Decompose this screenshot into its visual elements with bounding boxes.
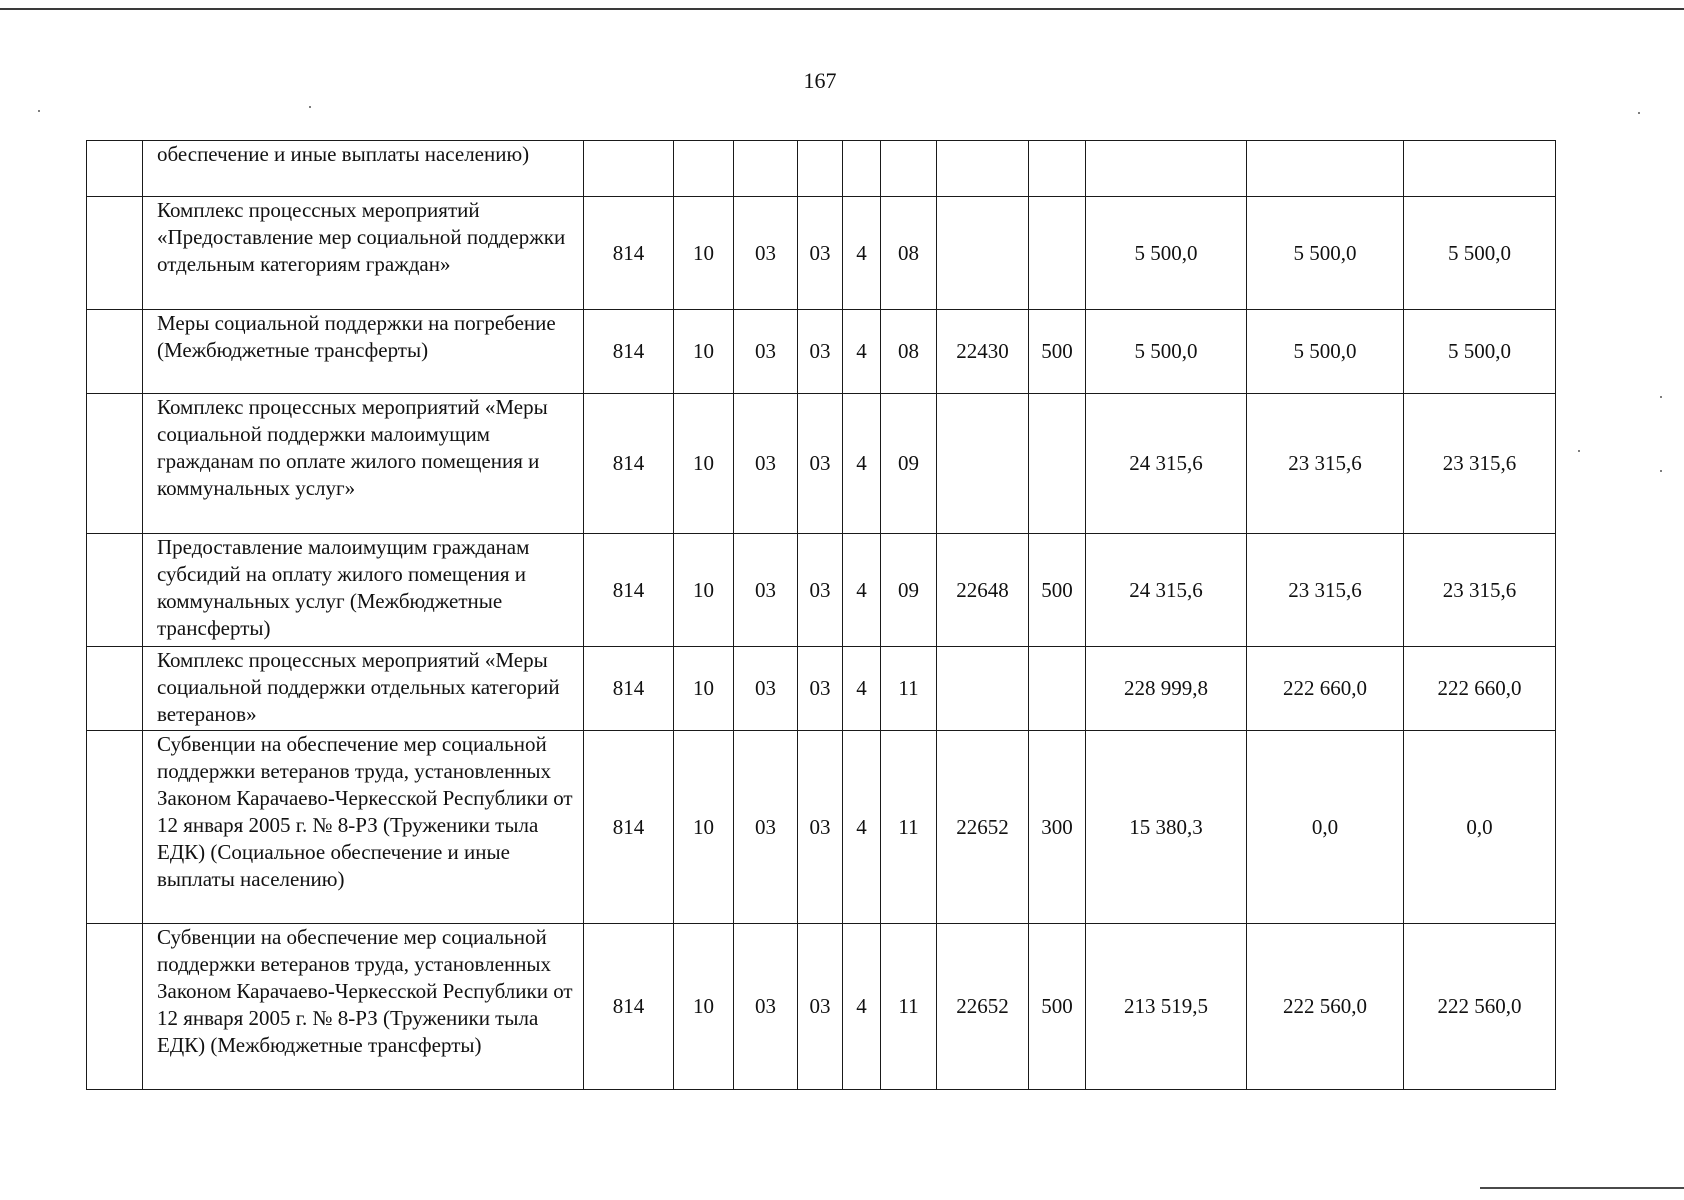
target-article-cell — [937, 141, 1029, 197]
target-article-cell: 03 — [798, 197, 843, 310]
target-article-cell: 4 — [843, 197, 881, 310]
table-row — [87, 647, 1556, 731]
row-number-cell — [87, 647, 143, 731]
scan-speck — [1638, 112, 1640, 114]
subsection-cell: 03 — [734, 924, 798, 1090]
row-number-cell — [87, 394, 143, 534]
amount-cell: 23 315,6 — [1404, 394, 1556, 534]
target-article-cell: 03 — [798, 924, 843, 1090]
target-article-cell: 4 — [843, 731, 881, 924]
grbs-cell: 814 — [584, 731, 674, 924]
description-cell: Меры социальной поддержки на погребение (Межбюджетные трансферты) — [143, 310, 584, 394]
section-cell: 10 — [674, 731, 734, 924]
amount-cell: 0,0 — [1247, 731, 1404, 924]
table-row — [87, 197, 1556, 310]
target-article-cell: 03 — [798, 310, 843, 394]
description-cell: Субвенции на обеспечение мер социальной поддержки ветеранов труда, установленных Законом Карачаево-Черкесской Республики от 12 января 2005 г. № 8-РЗ (Труженики тыла ЕДК) (Межбюджетные трансферты) — [143, 924, 584, 1090]
amount-cell: 15 380,3 — [1086, 731, 1247, 924]
expense-type-cell — [1029, 141, 1086, 197]
table-row — [87, 924, 1556, 1090]
target-article-cell: 22430 — [937, 310, 1029, 394]
target-article-cell: 11 — [881, 647, 937, 731]
amount-cell: 222 660,0 — [1247, 647, 1404, 731]
subsection-cell: 03 — [734, 197, 798, 310]
table-body — [87, 141, 1556, 1090]
target-article-cell: 4 — [843, 394, 881, 534]
target-article-cell — [937, 197, 1029, 310]
table-row — [87, 141, 1556, 197]
section-cell — [674, 141, 734, 197]
amount-cell — [1086, 141, 1247, 197]
target-article-cell — [843, 141, 881, 197]
scan-speck — [38, 110, 40, 112]
amount-cell: 222 660,0 — [1404, 647, 1556, 731]
amount-cell: 23 315,6 — [1247, 394, 1404, 534]
expense-type-cell: 500 — [1029, 310, 1086, 394]
section-cell: 10 — [674, 197, 734, 310]
target-article-cell — [937, 394, 1029, 534]
grbs-cell: 814 — [584, 394, 674, 534]
subsection-cell: 03 — [734, 310, 798, 394]
expense-type-cell: 500 — [1029, 924, 1086, 1090]
grbs-cell: 814 — [584, 197, 674, 310]
description-cell: Комплекс процессных мероприятий «Меры социальной поддержки малоимущим гражданам по оплате жилого помещения и коммунальных услуг» — [143, 394, 584, 534]
amount-cell — [1404, 141, 1556, 197]
section-cell: 10 — [674, 647, 734, 731]
target-article-cell: 22648 — [937, 534, 1029, 647]
row-number-cell — [87, 141, 143, 197]
amount-cell: 5 500,0 — [1086, 197, 1247, 310]
grbs-cell: 814 — [584, 924, 674, 1090]
subsection-cell: 03 — [734, 534, 798, 647]
amount-cell — [1247, 141, 1404, 197]
row-number-cell — [87, 731, 143, 924]
description-cell: Предоставление малоимущим гражданам субсидий на оплату жилого помещения и коммунальных услуг (Межбюджетные трансферты) — [143, 534, 584, 647]
amount-cell: 5 500,0 — [1247, 310, 1404, 394]
description-cell: Комплекс процессных мероприятий «Предоставление мер социальной поддержки отдельным категориям граждан» — [143, 197, 584, 310]
row-number-cell — [87, 534, 143, 647]
description-cell: обеспечение и иные выплаты населению) — [143, 141, 584, 197]
target-article-cell: 08 — [881, 310, 937, 394]
target-article-cell — [881, 141, 937, 197]
grbs-cell: 814 — [584, 310, 674, 394]
scan-speck — [1660, 470, 1662, 472]
target-article-cell: 08 — [881, 197, 937, 310]
table-row — [87, 310, 1556, 394]
target-article-cell: 11 — [881, 731, 937, 924]
description-cell: Комплекс процессных мероприятий «Меры социальной поддержки отдельных категорий ветеранов» — [143, 647, 584, 731]
target-article-cell: 22652 — [937, 924, 1029, 1090]
amount-cell: 23 315,6 — [1404, 534, 1556, 647]
target-article-cell: 09 — [881, 534, 937, 647]
scan-edge-line — [1480, 1187, 1684, 1189]
amount-cell: 23 315,6 — [1247, 534, 1404, 647]
subsection-cell: 03 — [734, 647, 798, 731]
target-article-cell: 4 — [843, 924, 881, 1090]
subsection-cell: 03 — [734, 731, 798, 924]
grbs-cell — [584, 141, 674, 197]
subsection-cell: 03 — [734, 394, 798, 534]
grbs-cell: 814 — [584, 647, 674, 731]
amount-cell: 24 315,6 — [1086, 394, 1247, 534]
expense-type-cell — [1029, 647, 1086, 731]
target-article-cell: 03 — [798, 647, 843, 731]
scan-edge-line — [0, 8, 1684, 10]
target-article-cell — [937, 647, 1029, 731]
scan-speck — [309, 106, 311, 108]
section-cell: 10 — [674, 394, 734, 534]
target-article-cell: 22652 — [937, 731, 1029, 924]
subsection-cell — [734, 141, 798, 197]
amount-cell: 5 500,0 — [1247, 197, 1404, 310]
table-row — [87, 731, 1556, 924]
target-article-cell: 03 — [798, 731, 843, 924]
section-cell: 10 — [674, 924, 734, 1090]
row-number-cell — [87, 310, 143, 394]
target-article-cell: 03 — [798, 394, 843, 534]
expense-type-cell — [1029, 394, 1086, 534]
scan-speck — [1660, 396, 1662, 398]
grbs-cell: 814 — [584, 534, 674, 647]
target-article-cell: 11 — [881, 924, 937, 1090]
amount-cell: 222 560,0 — [1247, 924, 1404, 1090]
table-row — [87, 534, 1556, 647]
amount-cell: 5 500,0 — [1086, 310, 1247, 394]
amount-cell: 228 999,8 — [1086, 647, 1247, 731]
amount-cell: 5 500,0 — [1404, 310, 1556, 394]
amount-cell: 213 519,5 — [1086, 924, 1247, 1090]
expense-type-cell: 300 — [1029, 731, 1086, 924]
section-cell: 10 — [674, 534, 734, 647]
scan-speck — [1578, 450, 1580, 452]
target-article-cell — [798, 141, 843, 197]
target-article-cell: 4 — [843, 647, 881, 731]
expense-type-cell — [1029, 197, 1086, 310]
description-cell: Субвенции на обеспечение мер социальной поддержки ветеранов труда, установленных Законом Карачаево-Черкесской Республики от 12 января 2005 г. № 8-РЗ (Труженики тыла ЕДК) (Социальное обеспечение и иные выплаты населению) — [143, 731, 584, 924]
table-row — [87, 394, 1556, 534]
amount-cell: 24 315,6 — [1086, 534, 1247, 647]
target-article-cell: 03 — [798, 534, 843, 647]
budget-table — [86, 140, 1556, 1090]
expense-type-cell: 500 — [1029, 534, 1086, 647]
amount-cell: 5 500,0 — [1404, 197, 1556, 310]
amount-cell: 222 560,0 — [1404, 924, 1556, 1090]
page-number: 167 — [803, 68, 837, 93]
amount-cell: 0,0 — [1404, 731, 1556, 924]
section-cell: 10 — [674, 310, 734, 394]
row-number-cell — [87, 197, 143, 310]
target-article-cell: 09 — [881, 394, 937, 534]
row-number-cell — [87, 924, 143, 1090]
target-article-cell: 4 — [843, 534, 881, 647]
target-article-cell: 4 — [843, 310, 881, 394]
